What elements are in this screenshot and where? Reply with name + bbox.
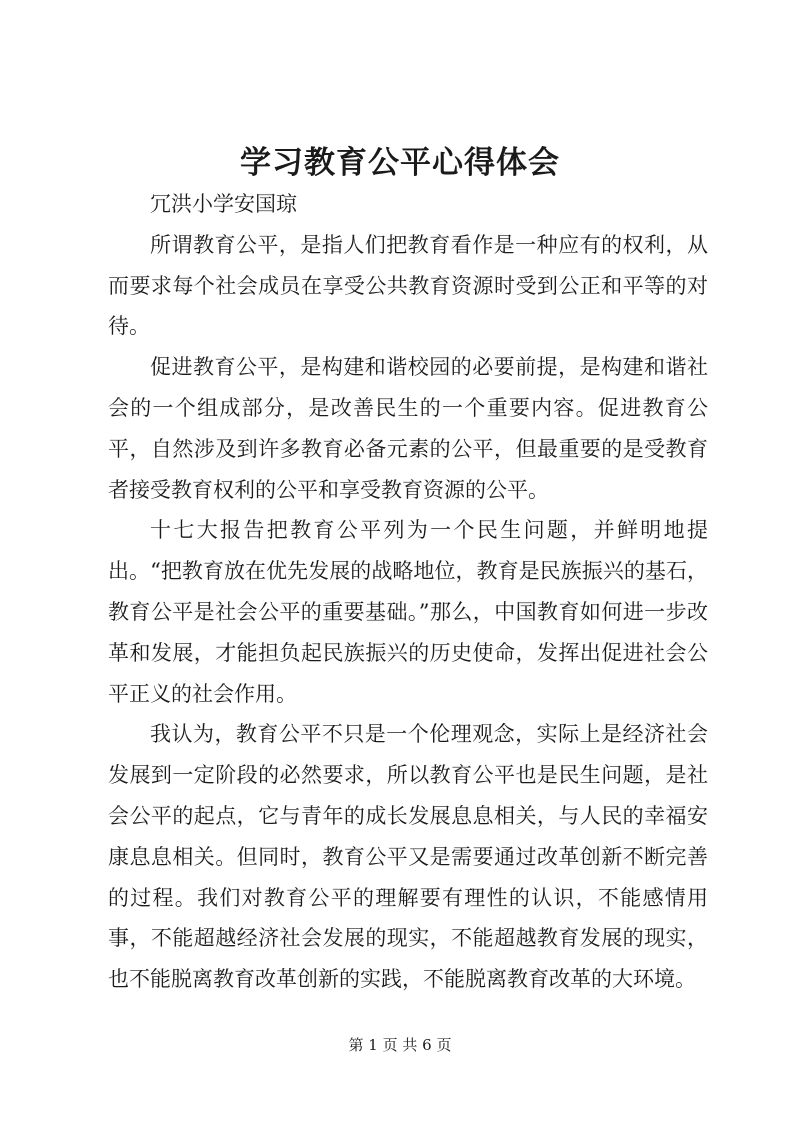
paragraph-4: 我认为，教育公平不只是一个伦理观念，实际上是经济社会发展到一定阶段的必然要求，所以教育公平也是民生问题，是社会公平的起点，它与青年的成长发展息息相关，与人民的幸福安康息息相关。但同时，教育公平又是需要通过改革创新不断完善的过程。我们对教育公平的理解要有理性的认识，不能感情用事，不能超越经济社会发展的现实，不能超越教育发展的现实，也不能脱离教育改革创新的实践，不能脱离教育改革的大环境。: [108, 722, 708, 992]
page-number-footer: 第 1 页 共 6 页: [348, 1036, 452, 1054]
paragraph-3: 十七大报告把教育公平列为一个民生问题，并鲜明地提出。“把教育放在优先发展的战略地位，教育是民族振兴的基石，教育公平是社会公平的重要基础。”那么，中国教育如何进一步改革和发展，才能担负起民族振兴的历史使命，发挥出促进社会公平正义的社会作用。: [108, 518, 708, 706]
paragraph-1: 所谓教育公平，是指人们把教育看作是一种应有的权利，从而要求每个社会成员在享受公共教育资源时受到公正和平等的对待。: [108, 232, 708, 339]
paragraph-2: 促进教育公平，是构建和谐校园的必要前提，是构建和谐社会的一个组成部分，是改善民生的一个重要内容。促进教育公平，自然涉及到许多教育必备元素的公平，但最重要的是受教育者接受教育权利的公平和享受教育资源的公平。: [108, 355, 708, 502]
author-line: 冗洪小学安国琼: [150, 192, 297, 216]
document-title: 学习教育公平心得体会: [240, 145, 560, 181]
document-body: [108, 184, 708, 1000]
